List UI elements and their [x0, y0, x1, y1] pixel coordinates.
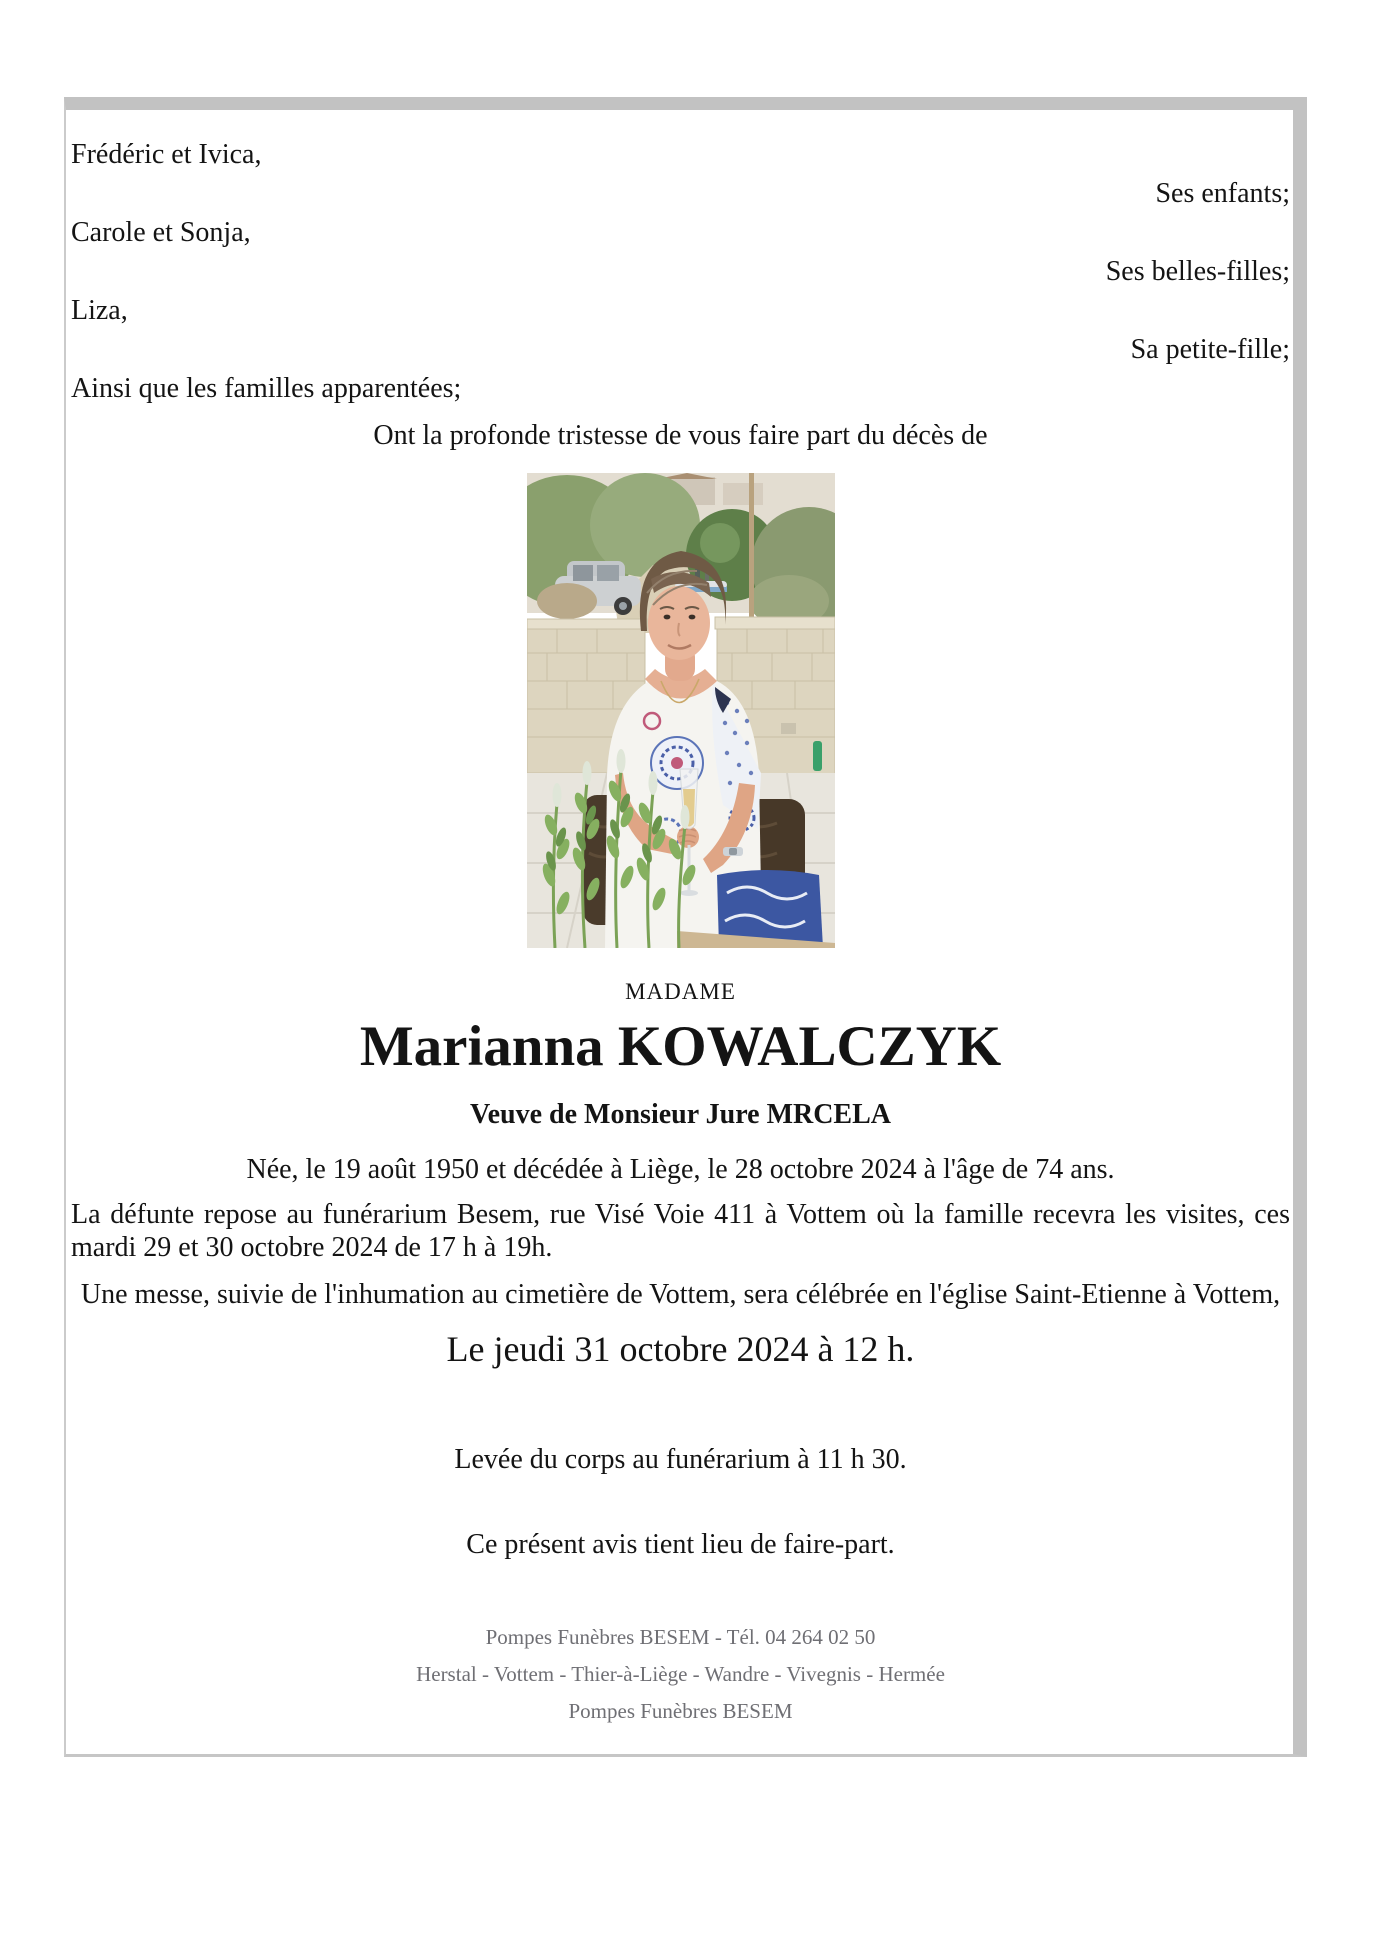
footer-locations-line: Herstal - Vottem - Thier-à-Liège - Wandre - Vivegnis - Hermée [416, 1662, 945, 1686]
ceremony-date-line: Le jeudi 31 octobre 2024 à 12 h. [446, 1329, 915, 1369]
repose-paragraph: La défunte repose au funérarium Besem, rue Visé Voie 411 à Vottem où la famille recevra les visites, ces mardi 29 et 30 octobre 2024 de 17 h à 19h. [71, 1199, 1290, 1263]
portrait-photo [527, 473, 835, 948]
funeral-home-footer [71, 1625, 1290, 1723]
mass-paragraph: Une messe, suivie de l'inhumation au cimetière de Vottem, sera célébrée en l'église Saint-Etienne à Vottem, [80, 1279, 1281, 1310]
widow-of-line: Veuve de Monsieur Jure MRCELA [469, 1099, 892, 1130]
intro-line: Ses belles-filles; [1105, 256, 1290, 287]
intro-line: Sa petite-fille; [1130, 334, 1290, 365]
card-content [66, 138, 1293, 1723]
intro-line: Carole et Sonja, [71, 217, 251, 248]
footer-contact-line: Pompes Funèbres BESEM - Tél. 04 264 02 50 [485, 1625, 876, 1649]
notice-line: Ce présent avis tient lieu de faire-part. [466, 1529, 895, 1560]
levee-line: Levée du corps au funérarium à 11 h 30. [454, 1444, 907, 1475]
deceased-name: Marianna KOWALCZYK [359, 1015, 1002, 1078]
deceased-title: MADAME [625, 979, 736, 1004]
family-intro [71, 138, 1290, 405]
intro-line: Ses enfants; [1155, 178, 1290, 209]
announcement-sentence: Ont la profonde tristesse de vous faire part du décès de [373, 420, 988, 451]
intro-line: Liza, [71, 295, 128, 326]
life-dates-line: Née, le 19 août 1950 et décédée à Liège, le 28 octobre 2024 à l'âge de 74 ans. [246, 1154, 1115, 1185]
intro-line: Ainsi que les familles apparentées; [71, 373, 462, 404]
portrait-photo-illustration [527, 473, 835, 948]
footer-name-line: Pompes Funèbres BESEM [568, 1699, 793, 1723]
intro-line: Frédéric et Ivica, [71, 139, 262, 170]
announcement-card [64, 97, 1307, 1757]
